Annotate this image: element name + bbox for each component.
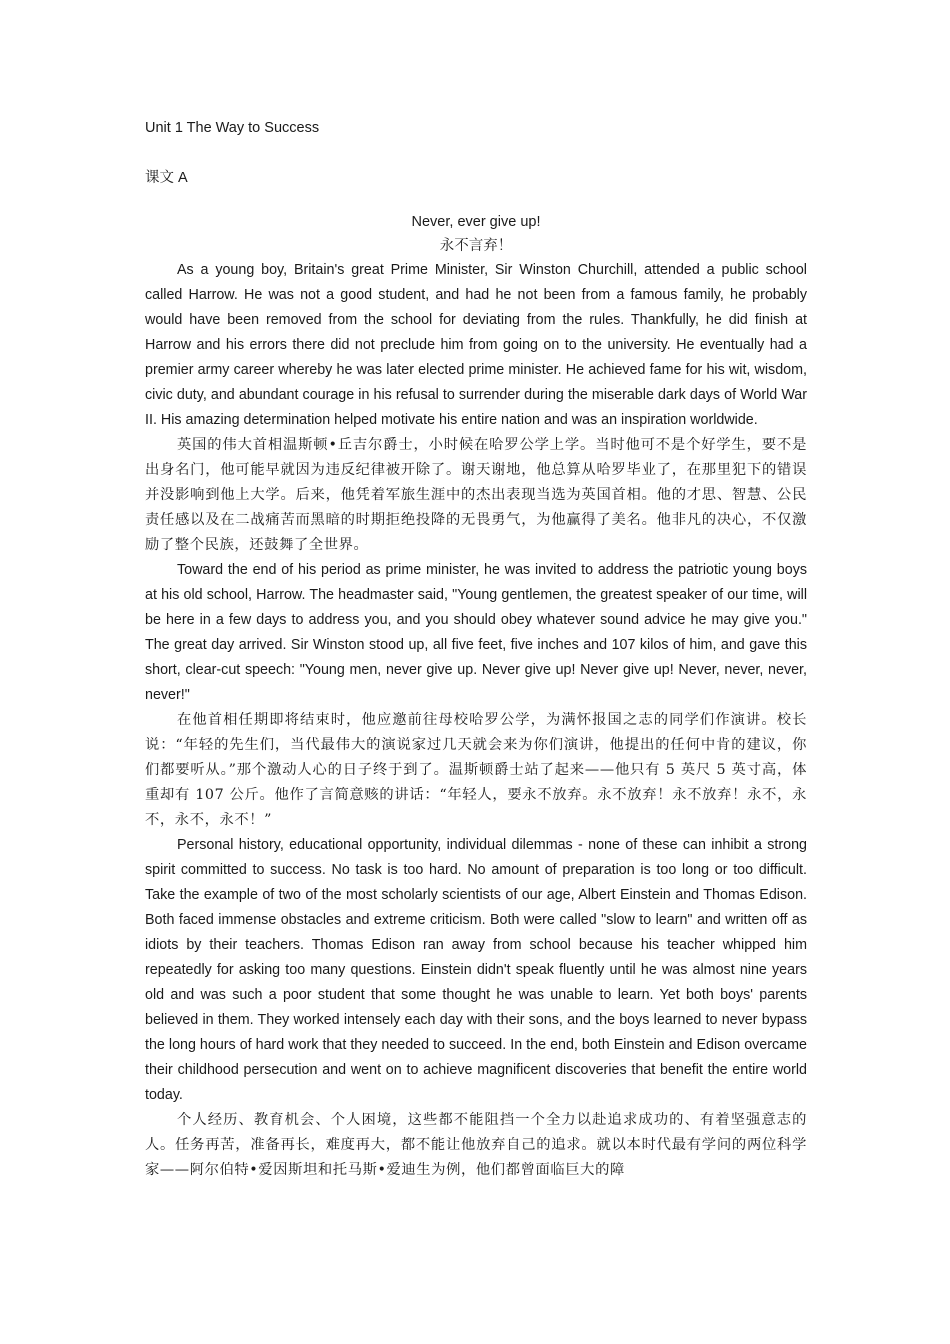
paragraph-3-chinese: 个人经历、教育机会、个人困境，这些都不能阻挡一个全力以赴追求成功的、有着坚强意志的人。任务再苦，准备再长，难度再大，都不能让他放弃自己的追求。就以本时代最有学问的两位科学家——阿尔伯特•爱因斯坦和托马斯•爱迪生为例，他们都曾面临巨大的障 (145, 1112, 807, 1178)
paragraph-1-english: As a young boy, Britain's great Prime Minister, Sir Winston Churchill, attended a public school called Harrow. He was not a good student, and had he not been from a famous family, he probably would have been removed from the school for deviating from the rules. Thankfully, he did finish at Harrow and his errors there did not preclude him from going on to the university. He eventually had a premier army career whereby he was later elected prime minister. He achieved fame for his wit, wisdom, civic duty, and abundant courage in his refusal to surrender during the miserable dark days of World War II. His amazing determination helped motivate his entire nation and was an inspiration worldwide. (145, 262, 807, 428)
paragraph-3-english: Personal history, educational opportunity, individual dilemmas - none of these can inhibit a strong spirit committed to success. No task is too hard. No amount of preparation is too long or too difficult. Take the example of two of the most scholarly scientists of our age, Albert Einstein and Thomas Edison. Both faced immense obstacles and extreme criticism. Both were called "slow to learn" and written off as idiots by their teachers. Thomas Edison ran away from school because his teacher whipped him repeatedly for asking too many questions. Einstein didn't speak fluently until he was almost nine years old and was such a poor student that some thought he was unable to learn. Yet both boys' parents believed in them. They worked intensely each day with their sons, and the boys learned to never bypass the long hours of hard work that they needed to succeed. In the end, both Einstein and Edison overcame their childhood persecution and went on to achieve magnificent discoveries that benefit the entire world today. (145, 837, 807, 1103)
article-title-english: Never, ever give up! (411, 214, 541, 230)
article-title-chinese: 永不言弃！ (439, 238, 513, 254)
paragraph-2-chinese: 在他首相任期即将结束时，他应邀前往母校哈罗公学，为满怀报国之志的同学们作演讲。校长说：“年轻的先生们，当代最伟大的演说家过几天就会来为你们演讲，他提出的任何中肯的建议，你们都要听从。”那个激动人心的日子终于到了。温斯顿爵士站了起来——他只有 5 英尺 5 英寸高，体重却有 107 公斤。他作了言简意赅的讲话：“年轻人，要永不放弃。永不放弃！永不放弃！永不，永不，永不，永不！” (145, 712, 807, 828)
unit-title: Unit 1 The Way to Success (145, 120, 320, 136)
section-label: 课文 A (145, 170, 188, 186)
paragraph-1-chinese: 英国的伟大首相温斯顿•丘吉尔爵士，小时候在哈罗公学上学。当时他可不是个好学生，要不是出身名门，他可能早就因为违反纪律被开除了。谢天谢地，他总算从哈罗毕业了，在那里犯下的错误并没影响到他上大学。后来，他凭着军旅生涯中的杰出表现当选为英国首相。他的才思、智慧、公民责任感以及在二战痛苦而黑暗的时期拒绝投降的无畏勇气，为他赢得了美名。他非凡的决心，不仅激励了整个民族，还鼓舞了全世界。 (145, 437, 807, 553)
paragraph-2-english: Toward the end of his period as prime minister, he was invited to address the patriotic young boys at his old school, Harrow. The headmaster said, "Young gentlemen, the greatest speaker of our time, will be here in a few days to address you, and you should obey whatever sound advice he may give you." The great day arrived. Sir Winston stood up, all five feet, five inches and 107 kilos of him, and gave this short, clear-cut speech: "Young men, never give up. Never give up! Never give up! Never, never, never, never!" (145, 562, 807, 703)
document-page (145, 118, 807, 1183)
